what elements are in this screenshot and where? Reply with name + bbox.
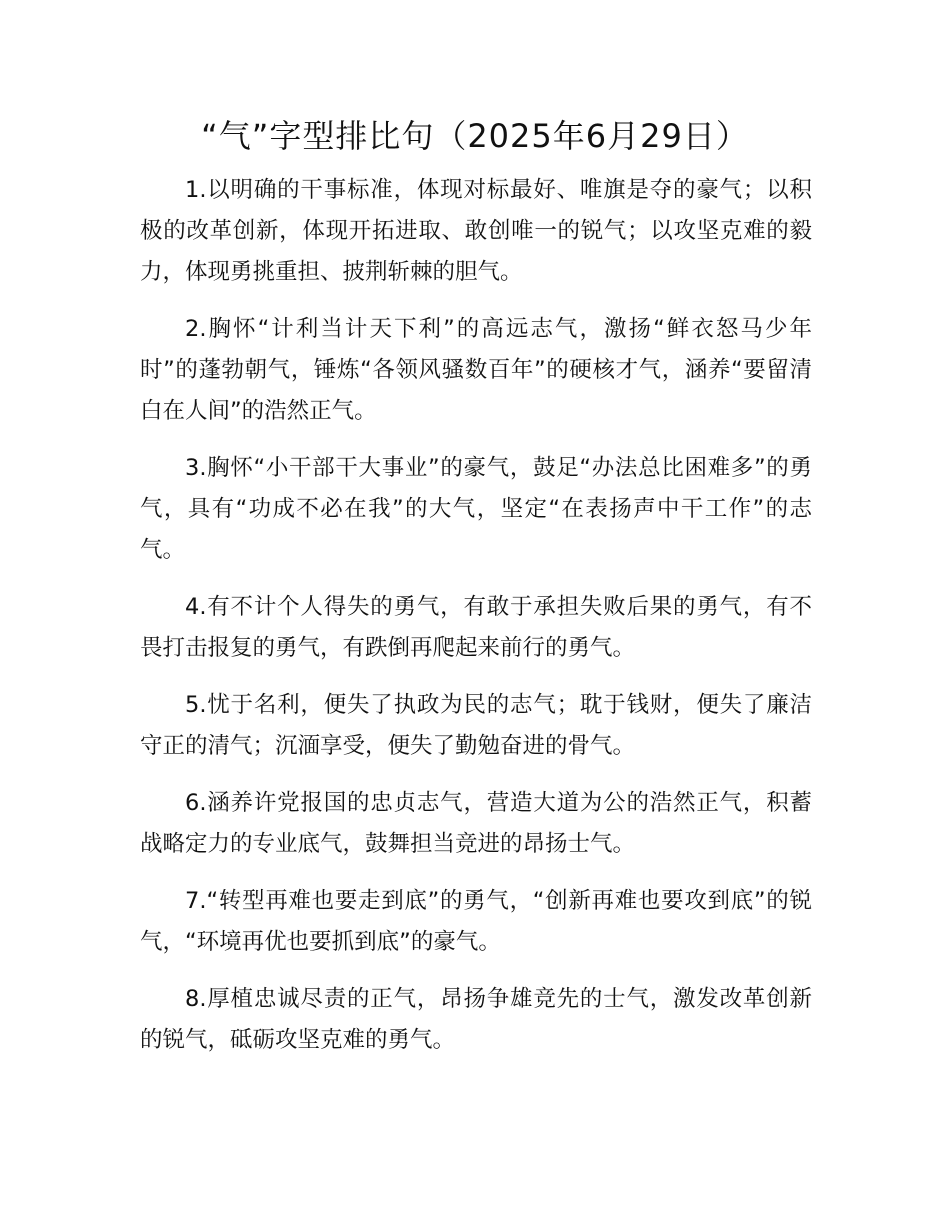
paragraph-6: 6.涵养许党报国的忠贞志气，营造大道为公的浩然正气，积蓄战略定力的专业底气，鼓舞担当竞进的昂扬士气。: [140, 790, 812, 857]
paragraph-8: 8.厚植忠诚尽责的正气，昂扬争雄竞先的士气，激发改革创新的锐气，砥砺攻坚克难的勇气。: [140, 986, 812, 1053]
paragraph-5: 5.忧于名利，便失了执政为民的志气；耽于钱财，便失了廉洁守正的清气；沉湎享受，便失了勤勉奋进的骨气。: [140, 692, 812, 759]
paragraph-3: 3.胸怀“小干部干大事业”的豪气，鼓足“办法总比困难多”的勇气，具有“功成不必在我”的大气，坚定“在表扬声中干工作”的志气。: [140, 455, 812, 563]
paragraph-1: 1.以明确的干事标准，体现对标最好、唯旗是夺的豪气；以积极的改革创新，体现开拓进取、敢创唯一的锐气；以攻坚克难的毅力，体现勇挑重担、披荆斩棘的胆气。: [140, 177, 812, 285]
paragraph-2: 2.胸怀“计利当计天下利”的高远志气，激扬“鲜衣怒马少年时”的蓬勃朝气，锤炼“各领风骚数百年”的硬核才气，涵养“要留清白在人间”的浩然正气。: [140, 316, 812, 424]
document-body: [140, 170, 812, 1077]
document-title: “气”字型排比句（2025年6月29日）: [201, 117, 749, 155]
paragraph-7: 7.“转型再难也要走到底”的勇气，“创新再难也要攻到底”的锐气，“环境再优也要抓到底”的豪气。: [140, 888, 812, 955]
paragraph-4: 4.有不计个人得失的勇气，有敢于承担失败后果的勇气，有不畏打击报复的勇气，有跌倒再爬起来前行的勇气。: [140, 594, 812, 661]
